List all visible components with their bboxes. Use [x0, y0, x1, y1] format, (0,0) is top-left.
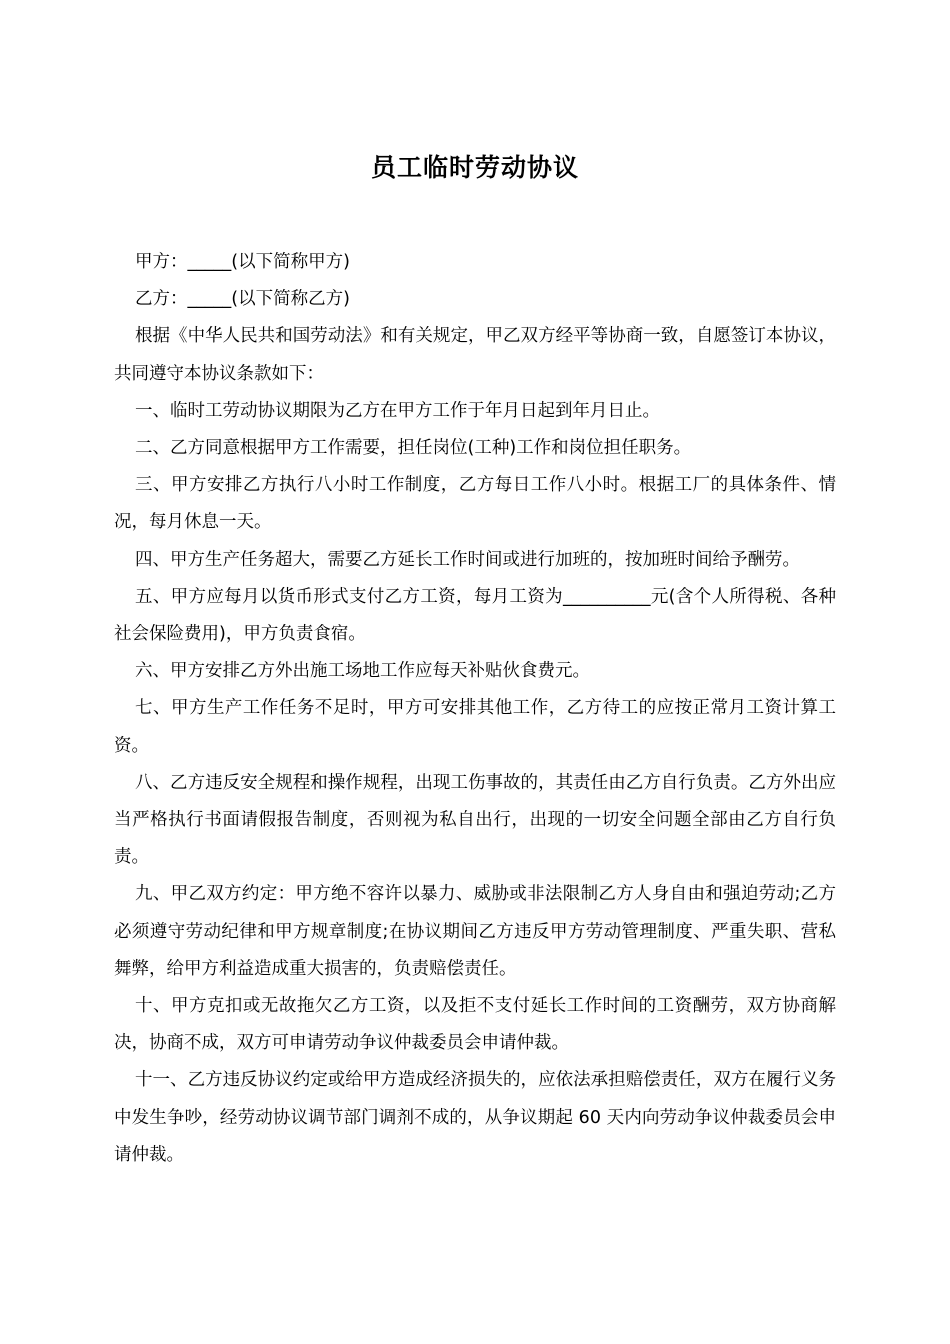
clause-8: 八、乙方违反安全规程和操作规程，出现工伤事故的，其责任由乙方自行负责。乙方外出应当严格执行书面请假报告制度，否则视为私自出行，出现的一切安全问题全部由乙方自行负责。 — [114, 772, 836, 868]
clause-4: 四、甲方生产任务超大，需要乙方延长工作时间或进行加班的，按加班时间给予酬劳。 — [135, 549, 800, 570]
clause-10: 十、甲方克扣或无故拖欠乙方工资，以及拒不支付延长工作时间的工资酬劳，双方协商解决，协商不成，双方可申请劳动争议仲裁委员会申请仲裁。 — [114, 996, 836, 1054]
document-body — [114, 244, 836, 1174]
clause-5: 五、甲方应每月以货币形式支付乙方工资，每月工资为__________元(含个人所得税、各种社会保险费用)，甲方负责食宿。 — [114, 586, 836, 645]
clause-3: 三、甲方安排乙方执行八小时工作制度，乙方每日工作八小时。根据工厂的具体条件、情况，每月休息一天。 — [114, 475, 836, 533]
clause-6: 六、甲方安排乙方外出施工场地工作应每天补贴伙食费元。 — [135, 661, 590, 682]
clause-7: 七、甲方生产工作任务不足时，甲方可安排其他工作，乙方待工的应按正常月工资计算工资。 — [114, 698, 836, 756]
clause-11: 十一、乙方违反协议约定或给甲方造成经济损失的，应依法承担赔偿责任，双方在履行义务中发生争吵，经劳动协议调节部门调剂不成的，从争议期起 60 天内向劳动争议仲裁委员会申请仲裁。 — [114, 1070, 836, 1165]
clause-9: 九、甲乙双方约定：甲方绝不容许以暴力、威胁或非法限制乙方人身自由和强迫劳动;乙方必须遵守劳动纪律和甲方规章制度;在协议期间乙方违反甲方劳动管理制度、严重失职、营私舞弊，给甲方利益造成重大损害的，负责赔偿责任。 — [114, 884, 836, 979]
document-title: 员工临时劳动协议 — [370, 152, 579, 182]
party-b-line: 乙方：_____(以下简称乙方) — [135, 289, 350, 310]
preamble-paragraph: 根据《中华人民共和国劳动法》和有关规定，甲乙双方经平等协商一致，自愿签订本协议，共同遵守本协议条款如下： — [114, 326, 836, 384]
party-a-line: 甲方：_____(以下简称甲方) — [135, 252, 350, 272]
clause-1: 一、临时工劳动协议期限为乙方在甲方工作于年月日起到年月日止。 — [135, 400, 660, 421]
clause-2: 二、乙方同意根据甲方工作需要，担任岗位(工种)工作和岗位担任职务。 — [135, 438, 692, 459]
